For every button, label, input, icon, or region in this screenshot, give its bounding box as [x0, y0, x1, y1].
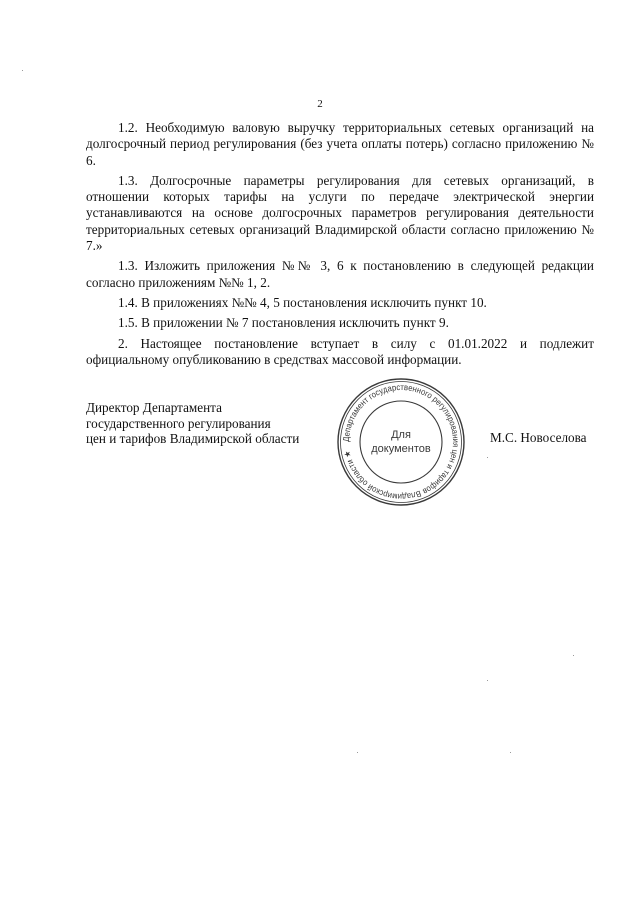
signer-position-line: государственного регулирования: [86, 415, 271, 431]
paragraph-1-5: 1.5. В приложении № 7 постановления исключить пункт 9.: [118, 315, 449, 331]
page-number: 2: [317, 98, 323, 110]
paragraph-1-3-params: 1.3. Долгосрочные параметры регулирования для сетевых организаций, в отношении которых тарифы на услуги по передаче электрической энергии устанавливаются на основе долгосрочных параметров регулирования деятельности территориальных сетевых организаций Владимирской области согласно приложению № 7.»: [86, 172, 594, 254]
stamp-center-line1: Для: [391, 429, 411, 441]
stamp-ring-text: [341, 382, 461, 502]
scan-speck: [357, 752, 358, 753]
scan-speck: [510, 752, 511, 753]
scan-speck: [487, 457, 488, 458]
signer-position-line: цен и тарифов Владимирской области: [86, 431, 300, 446]
paragraph-1-4: 1.4. В приложениях №№ 4, 5 постановления исключить пункт 10.: [118, 294, 487, 310]
stamp-outer-ring: [338, 379, 464, 505]
stamp-ring-textpath: Департамент государственного регулирования цен и тарифов Владимирской области ★: [340, 381, 462, 503]
scan-speck: [573, 655, 574, 656]
paragraph-1-3-appendices: 1.3. Изложить приложения №№ 3, 6 к постановлению в следующей редакции согласно приложениям №№ 1, 2.: [86, 258, 594, 290]
scan-speck: [22, 70, 23, 71]
stamp-center-line2: документов: [371, 443, 431, 455]
signer-position: [86, 400, 346, 447]
official-stamp: [336, 377, 466, 507]
paragraph-2: 2. Настоящее постановление вступает в силу с 01.01.2022 и подлежит официальному опубликованию в средствах массовой информации.: [86, 335, 594, 367]
scan-speck: [487, 680, 488, 681]
document-body: [86, 120, 594, 372]
paragraph-1-2: 1.2. Необходимую валовую выручку территориальных сетевых организаций на долгосрочный период регулирования (без учета оплаты потерь) согласно приложению № 6.: [86, 120, 594, 168]
stamp-inner-ring: [360, 401, 442, 483]
signer-position-line: Директор Департамента: [86, 400, 222, 415]
signer-name: М.С. Новоселова: [490, 430, 587, 445]
